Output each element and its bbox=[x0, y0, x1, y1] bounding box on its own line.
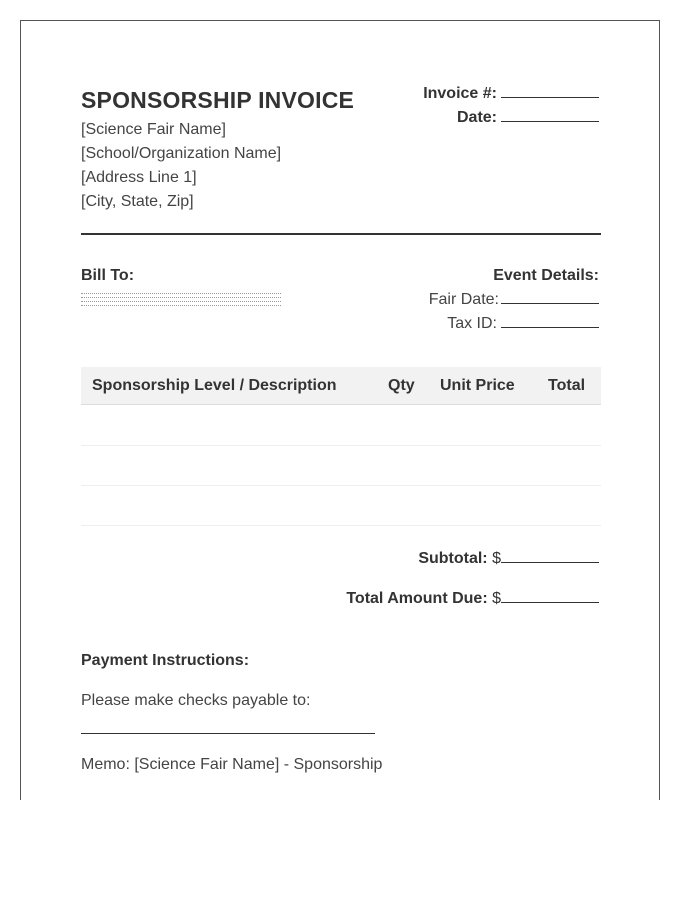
bill-to-line-2[interactable] bbox=[81, 297, 281, 298]
total-due-label: Total Amount Due: bbox=[346, 590, 488, 607]
tax-id-row bbox=[447, 315, 599, 333]
bill-to-line-4[interactable] bbox=[81, 305, 281, 306]
invoice-date-label: Date: bbox=[456, 109, 497, 126]
invoice-number-blank[interactable] bbox=[501, 85, 599, 98]
event-details-label: Event Details: bbox=[493, 267, 599, 284]
bill-to-line-1[interactable] bbox=[81, 293, 281, 294]
bill-to-label: Bill To: bbox=[81, 267, 135, 284]
memo-text: Memo: [Science Fair Name] - Sponsorship bbox=[81, 756, 383, 773]
table-row bbox=[81, 445, 601, 446]
column-header-unit-price: Unit Price bbox=[440, 377, 515, 394]
total-due-row bbox=[346, 590, 599, 608]
payable-to-text: Please make checks payable to: bbox=[81, 692, 311, 709]
bill-to-line-3[interactable] bbox=[81, 301, 281, 302]
column-header-qty: Qty bbox=[388, 377, 415, 394]
invoice-title: SPONSORSHIP INVOICE bbox=[81, 87, 355, 113]
table-row bbox=[81, 485, 601, 486]
org-line-city-state-zip: [City, State, Zip] bbox=[81, 193, 194, 210]
payment-instructions-title: Payment Instructions: bbox=[81, 652, 250, 669]
invoice-date-blank[interactable] bbox=[501, 109, 599, 122]
invoice-page bbox=[20, 20, 660, 800]
total-due-currency: $ bbox=[492, 590, 501, 607]
subtotal-row bbox=[418, 550, 599, 568]
subtotal-label: Subtotal: bbox=[418, 550, 488, 567]
tax-id-blank[interactable] bbox=[501, 315, 599, 328]
fair-date-label: Fair Date: bbox=[428, 291, 499, 308]
org-line-school-name: [School/Organization Name] bbox=[81, 145, 282, 162]
fair-date-blank[interactable] bbox=[501, 291, 599, 304]
org-line-fair-name: [Science Fair Name] bbox=[81, 121, 226, 138]
column-header-description: Sponsorship Level / Description bbox=[92, 377, 337, 394]
invoice-number-row bbox=[423, 85, 599, 103]
org-line-address: [Address Line 1] bbox=[81, 169, 197, 186]
fair-date-row bbox=[429, 291, 599, 309]
header-divider bbox=[81, 233, 601, 235]
payable-to-line[interactable] bbox=[81, 733, 375, 734]
table-row bbox=[81, 525, 601, 526]
subtotal-blank[interactable] bbox=[501, 550, 599, 563]
subtotal-currency: $ bbox=[492, 550, 501, 567]
tax-id-label: Tax ID: bbox=[447, 315, 497, 332]
table-header bbox=[81, 367, 601, 405]
column-header-total: Total bbox=[548, 377, 586, 394]
invoice-number-label: Invoice #: bbox=[423, 85, 497, 102]
invoice-date-row bbox=[457, 109, 599, 127]
total-due-blank[interactable] bbox=[501, 590, 599, 603]
